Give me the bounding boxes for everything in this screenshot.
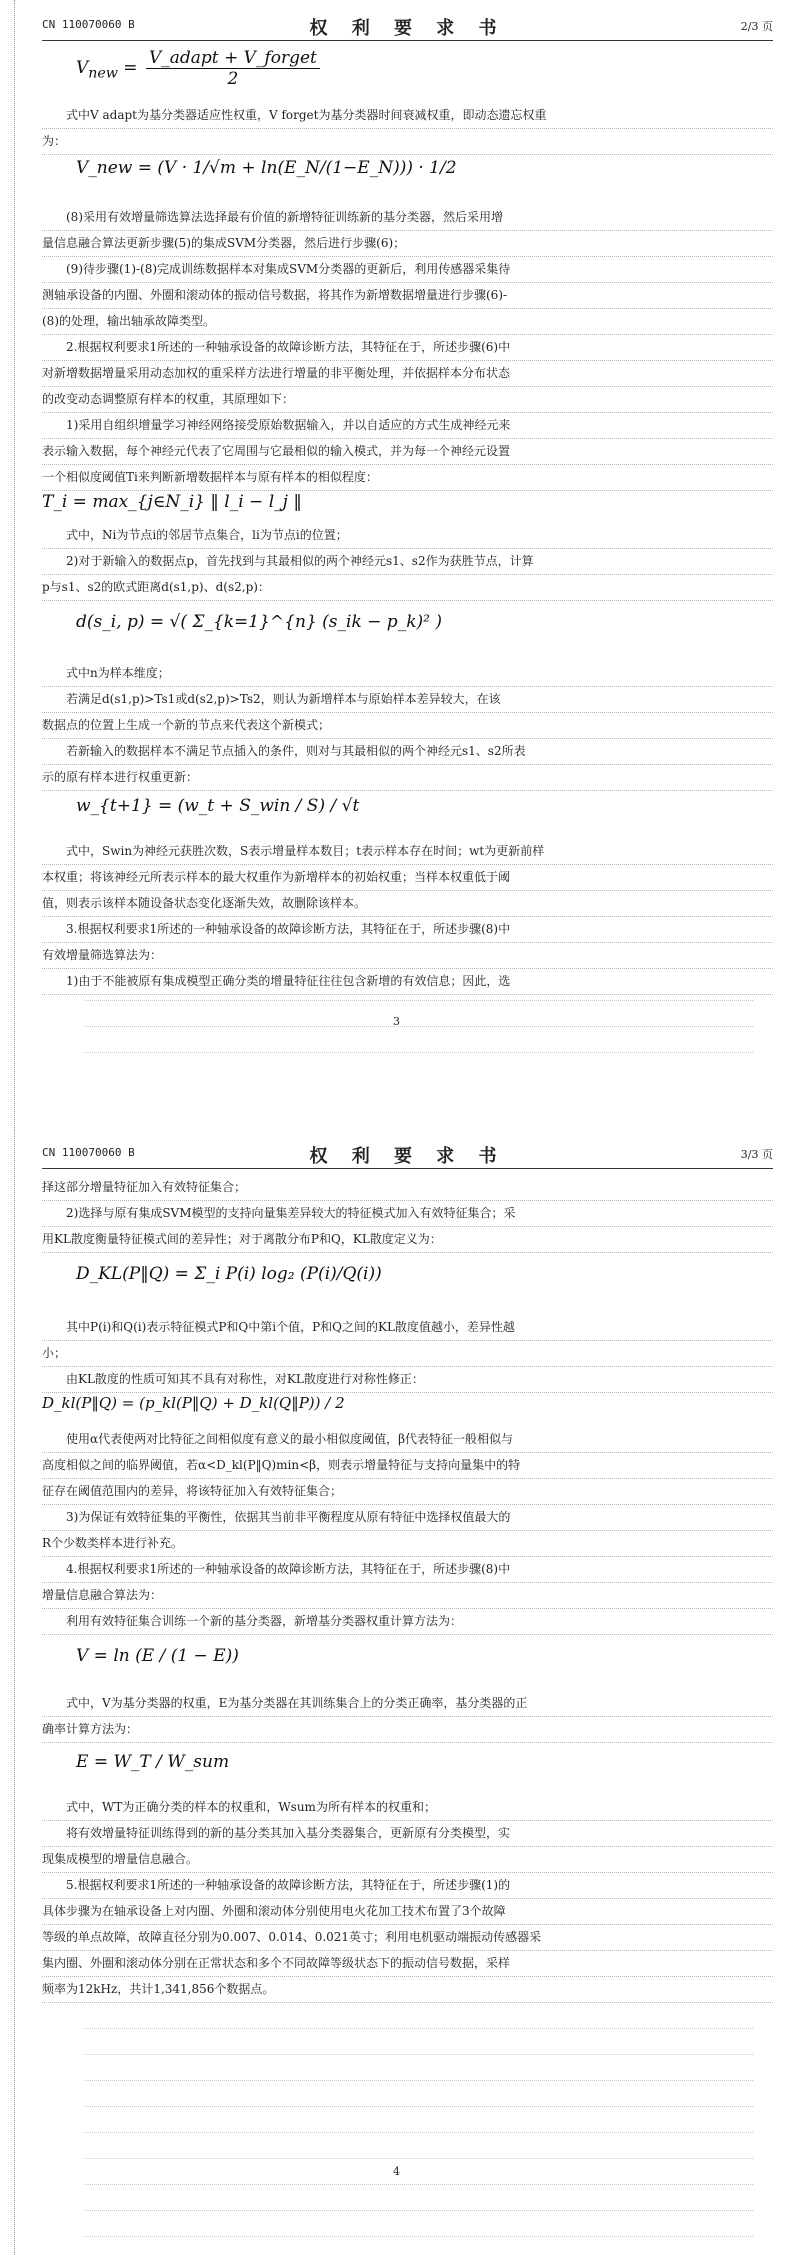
text-line: (9)待步骤(1)-(8)完成训练数据样本对集成SVM分类器的更新后，利用传感器采集待 xyxy=(42,256,773,283)
margin-dotted-line xyxy=(14,0,15,1130)
text-line: (8)采用有效增量筛选算法选择最有价值的新增特征训练新的基分类器，然后采用增 xyxy=(42,204,773,231)
text-line: p与s1、s2的欧式距离d(s1,p)、d(s2,p)： xyxy=(42,574,773,601)
page-1-text xyxy=(42,0,773,1130)
section-title: 权 利 要 求 书 xyxy=(309,18,506,39)
blank-rule xyxy=(84,2236,753,2237)
text-line: 小； xyxy=(42,1340,773,1367)
text-line: 有效增量筛选算法为： xyxy=(42,942,773,969)
text-line: 集内圈、外圈和滚动体分别在正常状态和多个不同故障等级状态下的振动信号数据，采样 xyxy=(42,1950,773,1977)
text-line: 征存在阈值范围内的差异，将该特征加入有效特征集合； xyxy=(42,1478,773,1505)
blank-rule xyxy=(84,2054,753,2055)
formula-threshold: T_i = max_{j∈N_i} ‖ l_i − l_j ‖ xyxy=(42,492,302,512)
text-line: 测轴承设备的内圈、外圈和滚动体的振动信号数据，将其作为新增数据增量进行步骤(6)- xyxy=(42,282,773,309)
text-line: 2)对于新输入的数据点p，首先找到与其最相似的两个神经元s1、s2作为获胜节点，计算 xyxy=(42,548,773,575)
text-line: 5.根据权利要求1所述的一种轴承设备的故障诊断方法，其特征在于，所述步骤(1)的 xyxy=(42,1872,773,1899)
text-line: 现集成模型的增量信息融合。 xyxy=(42,1846,773,1873)
formula-distance: d(s_i, p) = √( Σ_{k=1}^{n} (s_ik − p_k)² ) xyxy=(76,612,442,632)
text-line: 的改变动态调整原有样本的权重，其原理如下： xyxy=(42,386,773,413)
text-line: 用KL散度衡量特征模式间的差异性；对于离散分布P和Q，KL散度定义为： xyxy=(42,1226,773,1253)
text-line: 2)选择与原有集成SVM模型的支持向量集差异较大的特征模式加入有效特征集合；采 xyxy=(42,1200,773,1227)
formula-weight-update: w_{t+1} = (w_t + S_win / S) / √t xyxy=(76,796,360,816)
text-line: 3.根据权利要求1所述的一种轴承设备的故障诊断方法，其特征在于，所述步骤(8)中 xyxy=(42,916,773,943)
blank-rule xyxy=(84,2132,753,2133)
text-line: 高度相似之间的临界阈值，若α<D_kl(P‖Q)min<β，则表示增量特征与支持向量集中的特 xyxy=(42,1452,773,1479)
text-line: 具体步骤为在轴承设备上对内圈、外圈和滚动体分别使用电火花加工技术布置了3个故障 xyxy=(42,1898,773,1925)
blank-rule xyxy=(84,1052,753,1053)
text-line: 式中，Ni为节点i的邻居节点集合，li为节点i的位置； xyxy=(42,522,773,549)
text-line: 2.根据权利要求1所述的一种轴承设备的故障诊断方法，其特征在于，所述步骤(6)中 xyxy=(42,334,773,361)
text-line: 使用α代表使两对比特征之间相似度有意义的最小相似度阈值，β代表特征一般相似与 xyxy=(42,1426,773,1453)
text-line: 若新输入的数据样本不满足节点插入的条件，则对与其最相似的两个神经元s1、s2所表 xyxy=(42,738,773,765)
text-line: 1)由于不能被原有集成模型正确分类的增量特征往往包含新增的有效信息；因此，选 xyxy=(42,968,773,995)
page-indicator: 2/3 页 xyxy=(740,20,773,33)
text-line: 择这部分增量特征加入有效特征集合； xyxy=(42,1174,773,1201)
text-line: 3)为保证有效特征集的平衡性，依据其当前非平衡程度从原有特征中选择权值最大的 xyxy=(42,1504,773,1531)
blank-rule xyxy=(84,1000,753,1001)
text-line: 若满足d(s1,p)>Ts1或d(s2,p)>Ts2，则认为新增样本与原始样本差异较大，在该 xyxy=(42,686,773,713)
text-line: 式中，Swin为神经元获胜次数，S表示增量样本数目；t表示样本存在时间；wt为更新前样 xyxy=(42,838,773,865)
blank-rule xyxy=(84,2106,753,2107)
text-line: 等级的单点故障，故障直径分别为0.007、0.014、0.021英寸；利用电机驱动端振动传感器采 xyxy=(42,1924,773,1951)
blank-rule xyxy=(84,2158,753,2159)
text-line: 式中，V为基分类器的权重，E为基分类器在其训练集合上的分类正确率，基分类器的正 xyxy=(42,1690,773,1717)
blank-rule xyxy=(84,2184,753,2185)
text-line: 其中P(i)和Q(i)表示特征模式P和Q中第i个值，P和Q之间的KL散度值越小，差异性越 xyxy=(42,1314,773,1341)
text-line: 数据点的位置上生成一个新的节点来代表这个新模式； xyxy=(42,712,773,739)
text-line: 1)采用自组织增量学习神经网络接受原始数据输入，并以自适应的方式生成神经元来 xyxy=(42,412,773,439)
patent-number: CN 110070060 B xyxy=(42,18,135,31)
page-2-text xyxy=(42,1130,773,2255)
text-line: 式中V adapt为基分类器适应性权重，V forget为基分类器时间衰减权重，即动态遗忘权重 xyxy=(42,102,773,129)
text-line: 示的原有样本进行权重更新： xyxy=(42,764,773,791)
text-line: R个少数类样本进行补充。 xyxy=(42,1530,773,1557)
section-title: 权 利 要 求 书 xyxy=(309,1146,506,1167)
text-line: 由KL散度的性质可知其不具有对称性，对KL散度进行对称性修正： xyxy=(42,1366,773,1393)
blank-rule xyxy=(84,2080,753,2081)
blank-rule xyxy=(84,2210,753,2211)
text-line: (8)的处理，输出轴承故障类型。 xyxy=(42,308,773,335)
text-line: 为： xyxy=(42,128,773,155)
text-line: 对新增数据增量采用动态加权的重采样方法进行增量的非平衡处理，并依据样本分布状态 xyxy=(42,360,773,387)
formula-classifier-weight: V = ln (E / (1 − E)) xyxy=(76,1646,239,1666)
blank-rule xyxy=(84,2028,753,2029)
text-line: 利用有效特征集合训练一个新的基分类器，新增基分类器权重计算方法为： xyxy=(42,1608,773,1635)
text-line: 将有效增量特征训练得到的新的基分类其加入基分类器集合，更新原有分类模型，实 xyxy=(42,1820,773,1847)
text-line: 一个相似度阈值Ti来判断新增数据样本与原有样本的相似程度： xyxy=(42,464,773,491)
formula-vnew: $V_{new}$ = $\frac{\text{V\_adapt + V\_forget}}{2}$ xyxy=(76,48,323,89)
formula-vnew-denominator: 2 xyxy=(227,69,239,89)
patent-page-2 xyxy=(0,1130,793,2255)
text-line: 4.根据权利要求1所述的一种轴承设备的故障诊断方法，其特征在于，所述步骤(8)中 xyxy=(42,1556,773,1583)
page-number: 4 xyxy=(393,2165,400,2178)
text-line: 确率计算方法为： xyxy=(42,1716,773,1743)
text-line: 增量信息融合算法为： xyxy=(42,1582,773,1609)
page-number: 3 xyxy=(393,1015,400,1028)
formula-symmetric-kl: D_kl(P‖Q) = (p_kl(P‖Q) + D_kl(Q‖P)) / 2 xyxy=(42,1394,345,1412)
page-indicator: 3/3 页 xyxy=(740,1148,773,1161)
text-line: 频率为12kHz，共计1,341,856个数据点。 xyxy=(42,1976,773,2003)
text-line: 表示输入数据，每个神经元代表了它周围与它最相似的输入模式，并为每一个神经元设置 xyxy=(42,438,773,465)
formula-accuracy: E = W_T / W_sum xyxy=(76,1752,230,1772)
formula-vnew-expanded: V_new = (V · 1/√m + ln(E_N/(1−E_N))) · 1/2 xyxy=(76,158,457,178)
formula-kl-divergence: D_KL(P‖Q) = Σ_i P(i) log₂ (P(i)/Q(i)) xyxy=(76,1264,382,1284)
text-line: 值，则表示该样本随设备状态变化逐渐失效，故删除该样本。 xyxy=(42,890,773,917)
margin-dotted-line xyxy=(14,1130,15,2255)
patent-number: CN 110070060 B xyxy=(42,1146,135,1159)
text-line: 量信息融合算法更新步骤(5)的集成SVM分类器，然后进行步骤(6)； xyxy=(42,230,773,257)
formula-vnew-numerator: V_adapt + V_forget xyxy=(146,48,320,69)
text-line: 式中，WT为正确分类的样本的权重和，Wsum为所有样本的权重和； xyxy=(42,1794,773,1821)
text-line: 式中n为样本维度； xyxy=(42,660,773,687)
text-line: 本权重；将该神经元所表示样本的最大权重作为新增样本的初始权重；当样本权重低于阈 xyxy=(42,864,773,891)
